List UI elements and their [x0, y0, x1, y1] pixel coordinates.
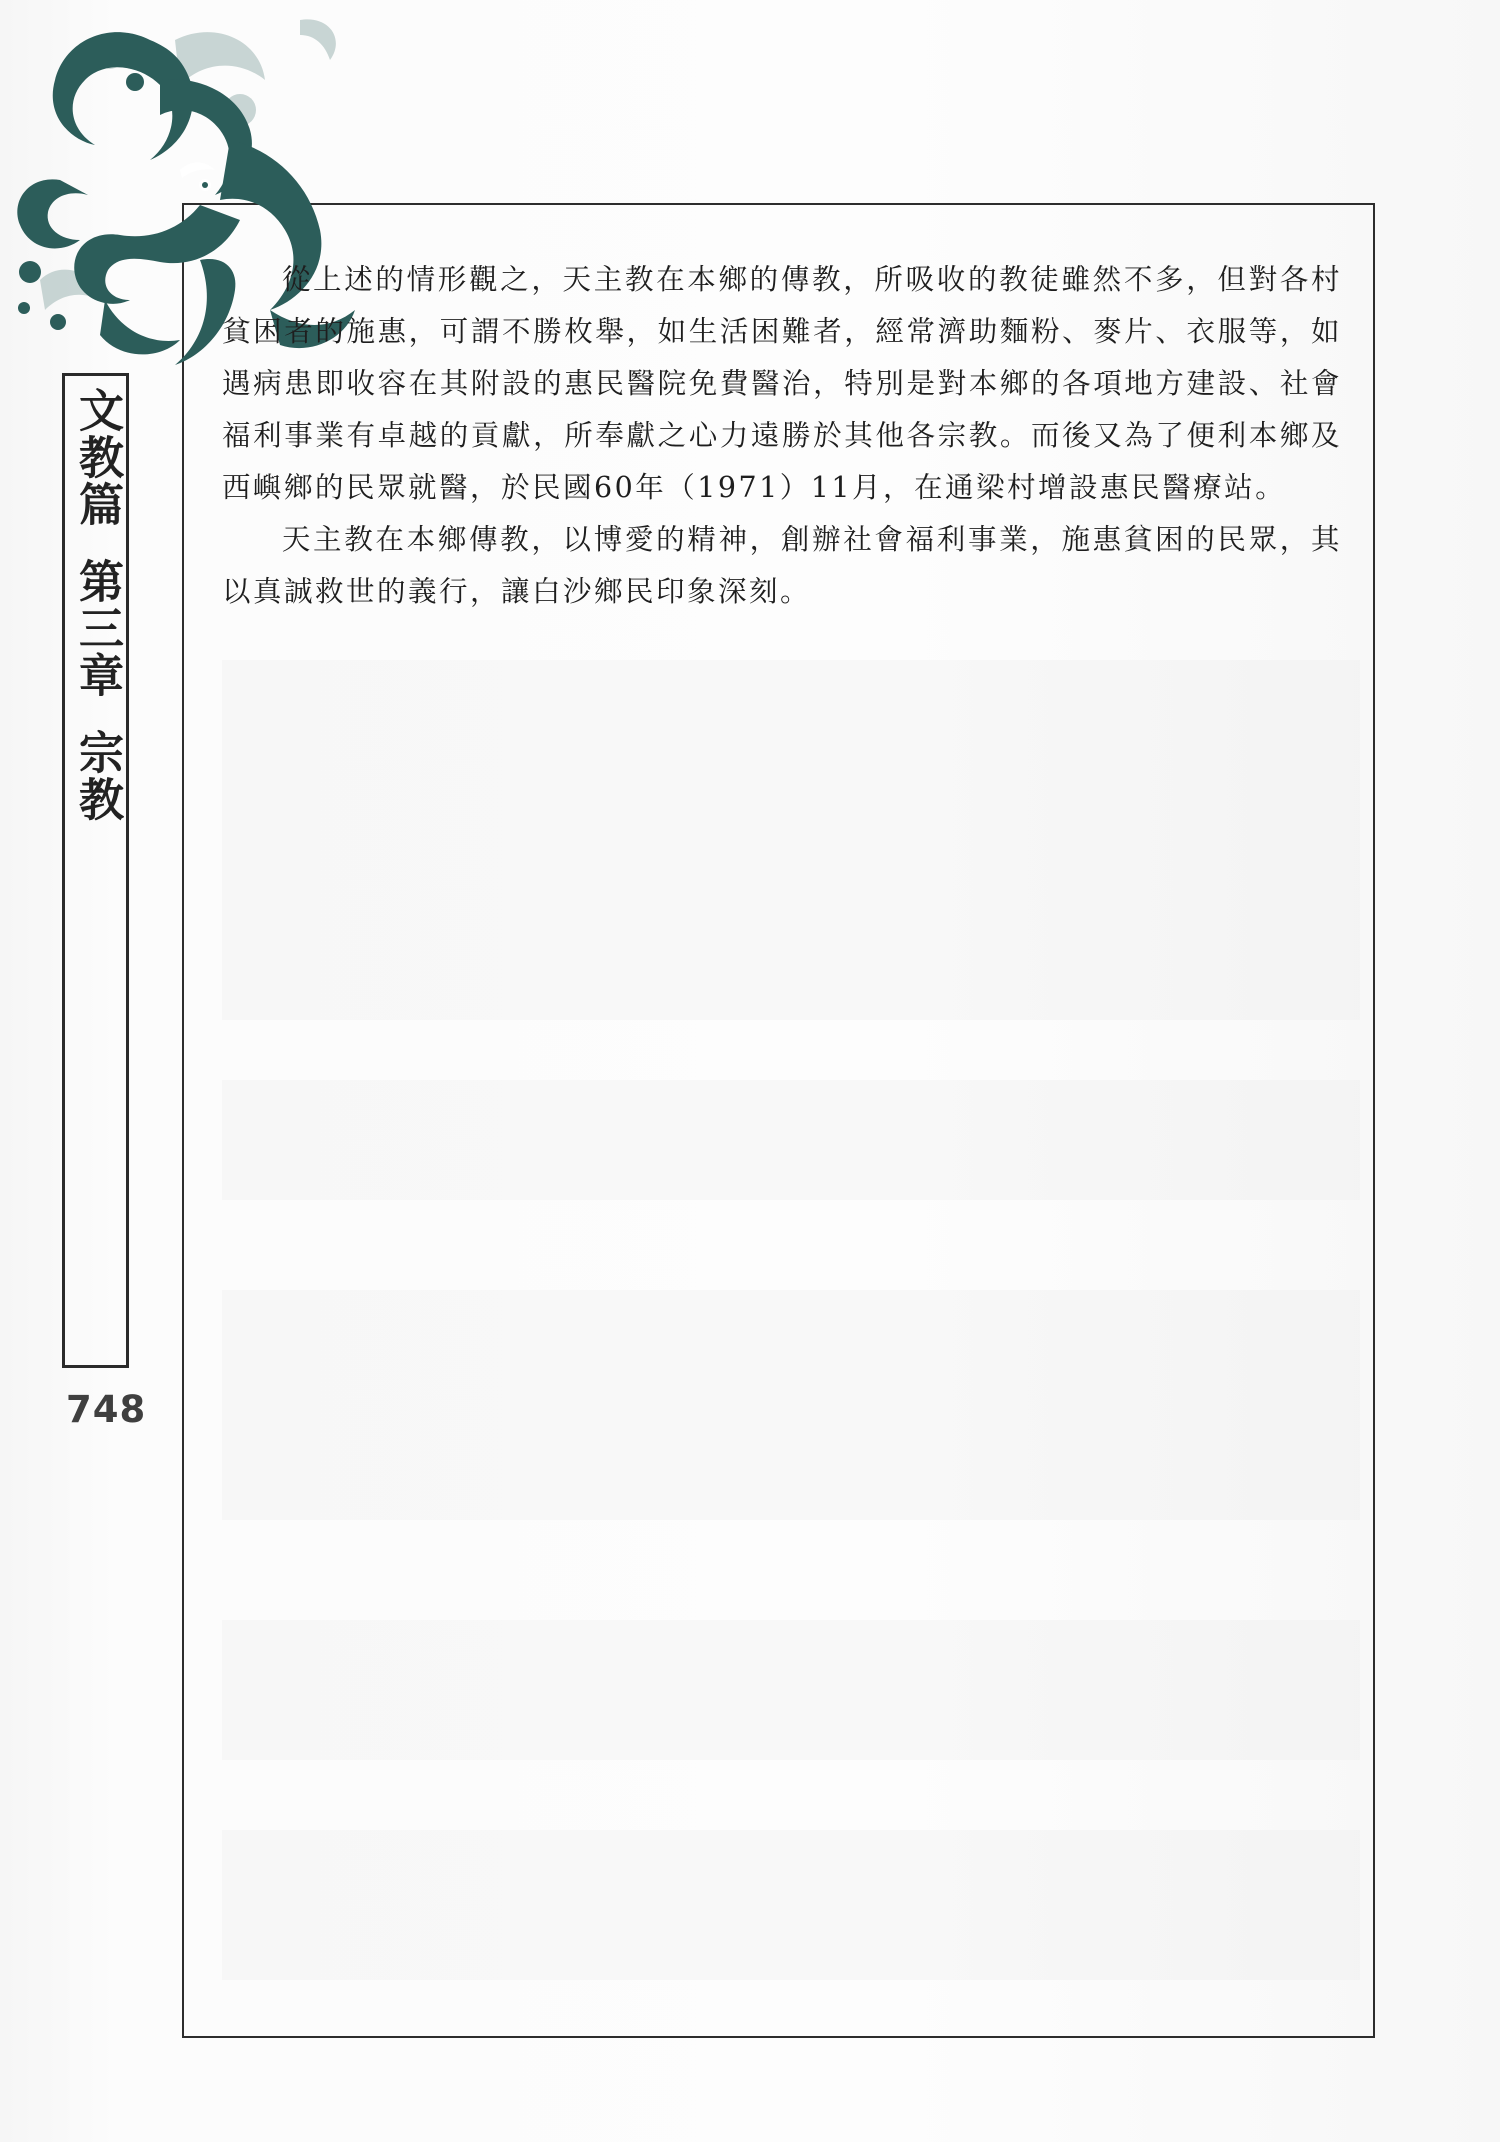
paragraph: 從上述的情形觀之，天主教在本鄉的傳教，所吸收的教徒雖然不多，但對各村貧困者的施惠，可謂不勝枚舉，如生活困難者，經常濟助麵粉、麥片、衣服等，如遇病患即收容在其附設的惠民醫院免費醫治，特別是對本鄉的各項地方建設、社會福利事業有卓越的貢獻，所奉獻之心力遠勝於其他各宗教。而後又為了便利本鄉及西嶼鄉的民眾就醫，於民國60年（1971）11月，在通梁村增設惠民醫療站。	[222, 263, 1342, 504]
paragraph: 天主教在本鄉傳教，以博愛的精神，創辦社會福利事業，施惠貧困的民眾，其以真誠救世的義行，讓白沙鄉民印象深刻。	[222, 523, 1342, 608]
section-title: 文教篇	[71, 387, 124, 528]
chapter-title: 第三章	[71, 558, 124, 699]
page-number: 748	[66, 1388, 147, 1431]
chapter-sidebar	[67, 387, 127, 823]
topic-title: 宗教	[71, 729, 124, 823]
body-text	[222, 254, 1342, 618]
